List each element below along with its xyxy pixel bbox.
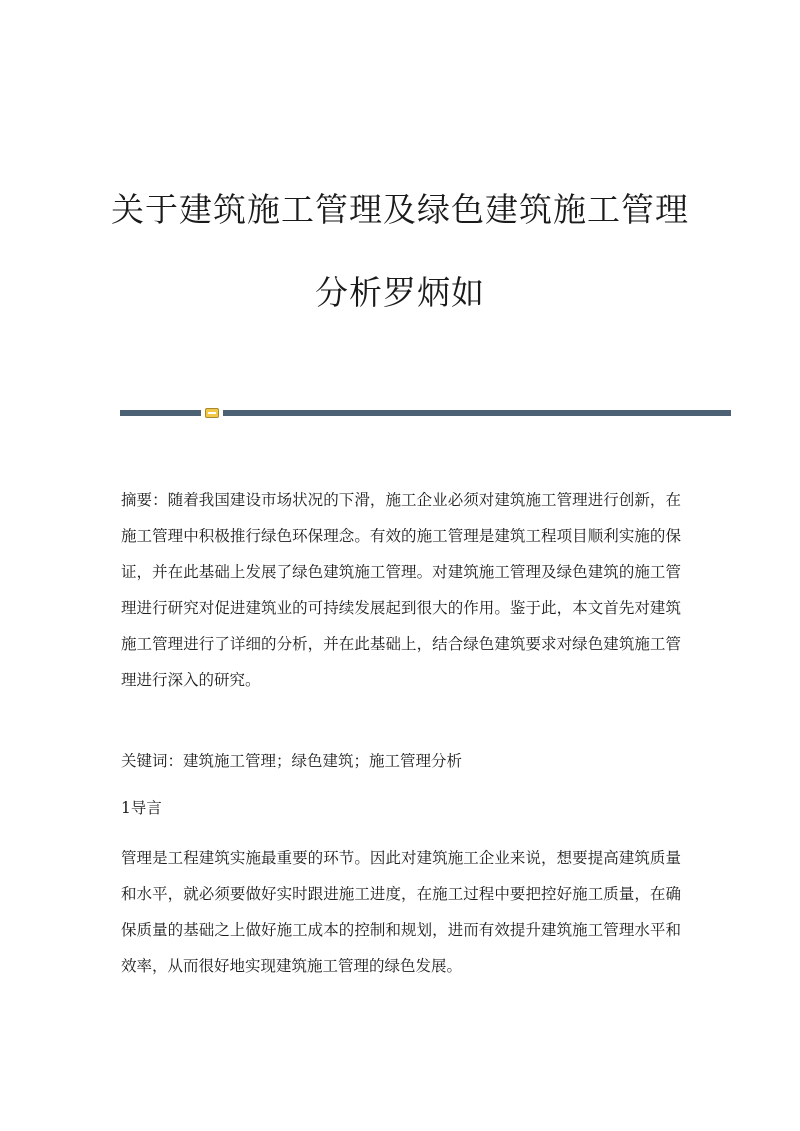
divider-emblem-icon xyxy=(205,408,219,418)
document-title: 关于建筑施工管理及绿色建筑施工管理 xyxy=(111,190,689,229)
divider-bar-right xyxy=(223,410,731,416)
intro-paragraph: 管理是工程建筑实施最重要的环节。因此对建筑施工企业来说，想要提高建筑质量和水平，就必须要做好实时跟进施工进度，在施工过程中要把控好施工质量，在确保质量的基础之上做好施工成本的控制和规划，进而有效提升建筑施工管理水平和效率，从而很好地实现建筑施工管理的绿色发展。 xyxy=(121,849,681,975)
title-divider xyxy=(120,409,731,417)
document-title-author: 分析罗炳如 xyxy=(315,273,485,312)
section-heading: 1导言 xyxy=(121,799,162,817)
abstract-paragraph: 摘要：随着我国建设市场状况的下滑，施工企业必须对建筑施工管理进行创新，在施工管理中积极推行绿色环保理念。有效的施工管理是建筑工程项目顺利实施的保证，并在此基础上发展了绿色建筑施工管理。对建筑施工管理及绿色建筑的施工管理进行研究对促进建筑业的可持续发展起到很大的作用。鉴于此，本文首先对建筑施工管理进行了详细的分析，并在此基础上，结合绿色建筑要求对绿色建筑施工管理进行深入的研究。 xyxy=(121,491,681,689)
keywords-line: 关键词：建筑施工管理；绿色建筑；施工管理分析 xyxy=(121,752,463,770)
divider-bar-left xyxy=(120,410,201,416)
